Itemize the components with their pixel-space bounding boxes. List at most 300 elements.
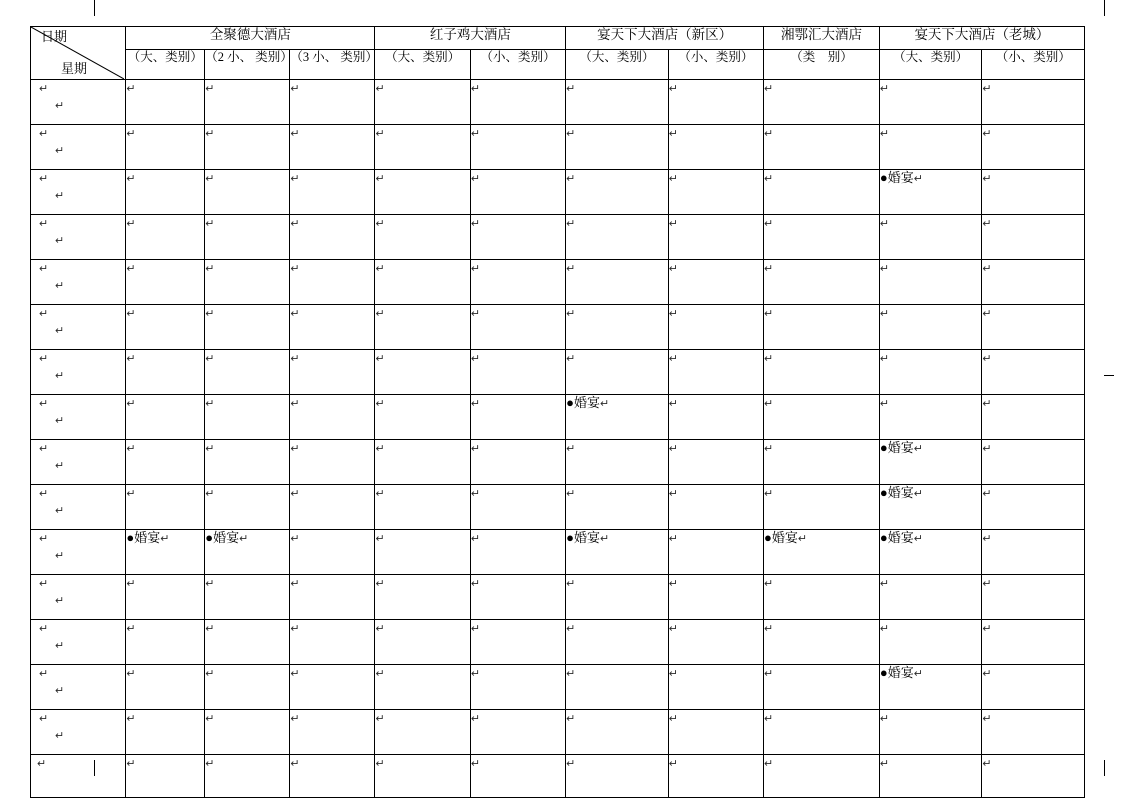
schedule-cell[interactable] bbox=[205, 485, 290, 530]
schedule-cell[interactable] bbox=[764, 260, 880, 305]
schedule-cell[interactable] bbox=[470, 530, 565, 575]
schedule-cell[interactable] bbox=[982, 80, 1085, 125]
schedule-cell[interactable] bbox=[290, 170, 375, 215]
schedule-cell[interactable] bbox=[470, 710, 565, 755]
schedule-cell[interactable] bbox=[879, 350, 982, 395]
subheader-2-0: （大、类别） bbox=[566, 50, 669, 80]
schedule-cell[interactable] bbox=[764, 125, 880, 170]
schedule-cell[interactable] bbox=[764, 350, 880, 395]
paragraph-mark-icon: ↵ bbox=[55, 324, 65, 337]
date-cell[interactable] bbox=[31, 485, 126, 530]
schedule-cell[interactable] bbox=[375, 530, 470, 575]
schedule-cell[interactable] bbox=[982, 575, 1085, 620]
paragraph-mark-icon: ↵ bbox=[470, 443, 481, 455]
date-cell[interactable] bbox=[31, 530, 126, 575]
schedule-cell[interactable] bbox=[290, 620, 375, 665]
schedule-cell[interactable] bbox=[375, 125, 470, 170]
schedule-cell[interactable] bbox=[290, 350, 375, 395]
event-label: ●婚宴 bbox=[764, 530, 798, 545]
table-row bbox=[31, 440, 1085, 485]
table-row bbox=[31, 80, 1085, 125]
schedule-cell[interactable] bbox=[566, 80, 669, 125]
schedule-cell[interactable] bbox=[290, 710, 375, 755]
schedule-cell[interactable] bbox=[126, 260, 205, 305]
schedule-cell[interactable] bbox=[126, 395, 205, 440]
date-cell[interactable] bbox=[31, 755, 126, 798]
schedule-cell[interactable] bbox=[668, 395, 763, 440]
paragraph-mark-icon: ↵ bbox=[375, 623, 385, 635]
venue-header-1: 红子鸡大酒店 bbox=[375, 27, 566, 50]
paragraph-mark-icon: ↵ bbox=[205, 758, 215, 770]
schedule-cell[interactable] bbox=[205, 440, 290, 485]
paragraph-mark-icon: ↵ bbox=[668, 83, 678, 95]
schedule-cell[interactable] bbox=[205, 710, 290, 755]
schedule-cell[interactable] bbox=[375, 395, 470, 440]
schedule-cell[interactable] bbox=[375, 440, 470, 485]
paragraph-mark-icon: ↵ bbox=[290, 263, 300, 275]
date-day-label bbox=[31, 530, 125, 547]
schedule-cell[interactable] bbox=[205, 620, 290, 665]
paragraph-mark-icon: ↵ bbox=[470, 488, 481, 500]
schedule-cell[interactable] bbox=[290, 665, 375, 710]
schedule-cell[interactable] bbox=[764, 80, 880, 125]
schedule-cell[interactable] bbox=[668, 485, 763, 530]
date-cell[interactable] bbox=[31, 80, 126, 125]
schedule-cell[interactable] bbox=[668, 665, 763, 710]
paragraph-mark-icon: ↵ bbox=[39, 578, 49, 590]
schedule-cell[interactable] bbox=[982, 350, 1085, 395]
paragraph-mark-icon: ↵ bbox=[55, 369, 65, 382]
schedule-cell[interactable] bbox=[126, 170, 205, 215]
table-header bbox=[31, 27, 1085, 80]
paragraph-mark-icon: ↵ bbox=[239, 533, 249, 545]
paragraph-mark-icon: ↵ bbox=[55, 594, 65, 607]
paragraph-mark-icon: ↵ bbox=[205, 443, 215, 455]
schedule-cell[interactable] bbox=[470, 125, 565, 170]
paragraph-mark-icon: ↵ bbox=[764, 398, 774, 410]
date-weekday-label bbox=[31, 502, 125, 519]
schedule-cell[interactable] bbox=[290, 260, 375, 305]
schedule-cell[interactable] bbox=[470, 260, 565, 305]
table-row bbox=[31, 710, 1085, 755]
schedule-cell[interactable] bbox=[668, 170, 763, 215]
paragraph-mark-icon: ↵ bbox=[375, 713, 385, 725]
schedule-cell[interactable] bbox=[290, 395, 375, 440]
schedule-cell[interactable] bbox=[764, 665, 880, 710]
date-cell[interactable] bbox=[31, 125, 126, 170]
date-day-label bbox=[31, 710, 125, 727]
schedule-cell[interactable] bbox=[764, 530, 880, 575]
date-cell[interactable] bbox=[31, 305, 126, 350]
paragraph-mark-icon: ↵ bbox=[126, 713, 136, 725]
schedule-cell[interactable] bbox=[126, 305, 205, 350]
table-row bbox=[31, 215, 1085, 260]
schedule-cell[interactable] bbox=[668, 215, 763, 260]
schedule-cell[interactable] bbox=[879, 620, 982, 665]
paragraph-mark-icon: ↵ bbox=[668, 533, 678, 545]
date-weekday-label bbox=[31, 637, 125, 654]
schedule-cell[interactable] bbox=[764, 215, 880, 260]
schedule-cell[interactable] bbox=[566, 440, 669, 485]
schedule-cell[interactable] bbox=[126, 530, 205, 575]
paragraph-mark-icon: ↵ bbox=[668, 758, 678, 770]
schedule-cell[interactable] bbox=[290, 575, 375, 620]
date-cell[interactable] bbox=[31, 710, 126, 755]
date-cell[interactable] bbox=[31, 395, 126, 440]
schedule-cell[interactable] bbox=[375, 350, 470, 395]
paragraph-mark-icon: ↵ bbox=[37, 758, 47, 770]
date-day-label bbox=[31, 620, 125, 637]
subheader-4-1: （小、类别） bbox=[982, 50, 1085, 80]
schedule-cell[interactable] bbox=[879, 710, 982, 755]
date-weekday-label bbox=[31, 187, 125, 204]
schedule-cell[interactable] bbox=[290, 440, 375, 485]
date-cell[interactable] bbox=[31, 620, 126, 665]
schedule-cell[interactable] bbox=[764, 710, 880, 755]
schedule-cell[interactable] bbox=[126, 485, 205, 530]
schedule-cell[interactable] bbox=[126, 620, 205, 665]
schedule-cell[interactable] bbox=[879, 215, 982, 260]
paragraph-mark-icon: ↵ bbox=[470, 173, 481, 185]
paragraph-mark-icon: ↵ bbox=[290, 83, 300, 95]
schedule-cell[interactable] bbox=[470, 440, 565, 485]
paragraph-mark-icon: ↵ bbox=[126, 443, 136, 455]
paragraph-mark-icon: ↵ bbox=[55, 234, 65, 247]
paragraph-mark-icon: ↵ bbox=[913, 443, 923, 455]
schedule-cell[interactable] bbox=[764, 305, 880, 350]
paragraph-mark-icon: ↵ bbox=[39, 623, 49, 635]
schedule-cell[interactable] bbox=[879, 125, 982, 170]
schedule-cell[interactable] bbox=[879, 395, 982, 440]
schedule-cell[interactable] bbox=[375, 575, 470, 620]
event-label: ●婚宴 bbox=[879, 440, 914, 455]
paragraph-mark-icon: ↵ bbox=[470, 128, 481, 140]
schedule-cell[interactable] bbox=[982, 170, 1085, 215]
paragraph-mark-icon: ↵ bbox=[205, 308, 215, 320]
schedule-cell[interactable] bbox=[126, 575, 205, 620]
schedule-cell[interactable] bbox=[982, 215, 1085, 260]
schedule-cell[interactable] bbox=[566, 665, 669, 710]
schedule-cell[interactable] bbox=[668, 350, 763, 395]
paragraph-mark-icon: ↵ bbox=[668, 578, 678, 590]
schedule-cell[interactable] bbox=[668, 575, 763, 620]
paragraph-mark-icon: ↵ bbox=[205, 83, 215, 95]
schedule-cell[interactable] bbox=[668, 125, 763, 170]
schedule-cell[interactable] bbox=[982, 395, 1085, 440]
schedule-cell[interactable] bbox=[879, 530, 982, 575]
schedule-cell[interactable] bbox=[375, 215, 470, 260]
schedule-cell[interactable] bbox=[982, 665, 1085, 710]
schedule-cell[interactable] bbox=[982, 440, 1085, 485]
date-cell[interactable] bbox=[31, 215, 126, 260]
schedule-cell[interactable] bbox=[205, 215, 290, 260]
schedule-cell[interactable] bbox=[668, 755, 763, 798]
paragraph-mark-icon: ↵ bbox=[205, 623, 215, 635]
corner-date-label: 日期 bbox=[41, 29, 68, 44]
paragraph-mark-icon: ↵ bbox=[39, 398, 49, 410]
subheader-4-0: （大、类别） bbox=[879, 50, 982, 80]
schedule-cell[interactable] bbox=[470, 215, 565, 260]
paragraph-mark-icon: ↵ bbox=[982, 488, 992, 500]
paragraph-mark-icon: ↵ bbox=[668, 353, 678, 365]
paragraph-mark-icon: ↵ bbox=[126, 83, 136, 95]
schedule-cell[interactable] bbox=[375, 260, 470, 305]
schedule-cell[interactable] bbox=[982, 485, 1085, 530]
paragraph-mark-icon: ↵ bbox=[375, 263, 385, 275]
schedule-cell[interactable] bbox=[126, 710, 205, 755]
paragraph-mark-icon: ↵ bbox=[160, 533, 170, 545]
schedule-cell[interactable] bbox=[566, 530, 669, 575]
schedule-cell[interactable] bbox=[205, 170, 290, 215]
schedule-cell[interactable] bbox=[290, 755, 375, 798]
event-label: ●婚宴 bbox=[205, 530, 240, 545]
schedule-cell[interactable] bbox=[205, 395, 290, 440]
schedule-cell[interactable] bbox=[668, 80, 763, 125]
event-label: ●婚宴 bbox=[566, 530, 601, 545]
paragraph-mark-icon: ↵ bbox=[982, 353, 992, 365]
schedule-cell[interactable] bbox=[290, 125, 375, 170]
paragraph-mark-icon: ↵ bbox=[55, 729, 65, 742]
paragraph-mark-icon: ↵ bbox=[290, 443, 300, 455]
paragraph-mark-icon: ↵ bbox=[566, 713, 576, 725]
schedule-cell[interactable] bbox=[375, 80, 470, 125]
schedule-cell[interactable] bbox=[290, 215, 375, 260]
paragraph-mark-icon: ↵ bbox=[764, 263, 774, 275]
schedule-cell[interactable] bbox=[982, 260, 1085, 305]
schedule-cell[interactable] bbox=[982, 530, 1085, 575]
schedule-cell[interactable] bbox=[668, 620, 763, 665]
schedule-cell[interactable] bbox=[290, 305, 375, 350]
paragraph-mark-icon: ↵ bbox=[55, 144, 65, 157]
schedule-cell[interactable] bbox=[982, 305, 1085, 350]
schedule-cell[interactable] bbox=[470, 575, 565, 620]
paragraph-mark-icon: ↵ bbox=[375, 308, 385, 320]
date-weekday-label bbox=[31, 97, 125, 114]
paragraph-mark-icon: ↵ bbox=[205, 128, 215, 140]
schedule-cell[interactable] bbox=[470, 350, 565, 395]
paragraph-mark-icon: ↵ bbox=[205, 713, 215, 725]
corner-week-label: 星期 bbox=[61, 60, 88, 76]
schedule-cell[interactable] bbox=[566, 260, 669, 305]
schedule-cell[interactable] bbox=[982, 710, 1085, 755]
schedule-cell[interactable] bbox=[126, 80, 205, 125]
date-cell[interactable] bbox=[31, 350, 126, 395]
schedule-cell[interactable] bbox=[566, 215, 669, 260]
subheader-3-0: （类 别） bbox=[764, 50, 880, 80]
schedule-cell[interactable] bbox=[205, 80, 290, 125]
schedule-cell[interactable] bbox=[205, 575, 290, 620]
date-day-label bbox=[31, 350, 125, 367]
schedule-cell[interactable] bbox=[764, 575, 880, 620]
date-day-label bbox=[31, 80, 125, 97]
schedule-cell[interactable] bbox=[879, 305, 982, 350]
event-label: ●婚宴 bbox=[879, 530, 914, 545]
schedule-cell[interactable] bbox=[375, 710, 470, 755]
paragraph-mark-icon: ↵ bbox=[566, 353, 576, 365]
paragraph-mark-icon: ↵ bbox=[290, 218, 300, 230]
schedule-cell[interactable] bbox=[566, 755, 669, 798]
paragraph-mark-icon: ↵ bbox=[982, 263, 992, 275]
schedule-cell[interactable] bbox=[879, 485, 982, 530]
schedule-cell[interactable] bbox=[470, 485, 565, 530]
paragraph-mark-icon: ↵ bbox=[375, 218, 385, 230]
schedule-cell[interactable] bbox=[764, 755, 880, 798]
paragraph-mark-icon: ↵ bbox=[982, 128, 992, 140]
paragraph-mark-icon: ↵ bbox=[566, 308, 576, 320]
schedule-cell[interactable] bbox=[668, 305, 763, 350]
schedule-cell[interactable] bbox=[668, 710, 763, 755]
paragraph-mark-icon: ↵ bbox=[39, 443, 49, 455]
schedule-cell[interactable] bbox=[126, 440, 205, 485]
paragraph-mark-icon: ↵ bbox=[913, 173, 923, 185]
subheader-0-1: （2 小、 类别） bbox=[205, 50, 290, 80]
schedule-cell[interactable] bbox=[668, 440, 763, 485]
schedule-cell[interactable] bbox=[470, 80, 565, 125]
page-boundary-mark bbox=[1104, 760, 1105, 776]
paragraph-mark-icon: ↵ bbox=[764, 128, 774, 140]
schedule-cell[interactable] bbox=[375, 485, 470, 530]
schedule-cell[interactable] bbox=[205, 755, 290, 798]
schedule-cell[interactable] bbox=[205, 530, 290, 575]
schedule-cell[interactable] bbox=[375, 305, 470, 350]
schedule-cell[interactable] bbox=[764, 395, 880, 440]
schedule-cell[interactable] bbox=[879, 440, 982, 485]
date-cell[interactable] bbox=[31, 575, 126, 620]
table-row bbox=[31, 395, 1085, 440]
schedule-cell[interactable] bbox=[764, 440, 880, 485]
date-weekday-label bbox=[31, 457, 125, 474]
paragraph-mark-icon: ↵ bbox=[668, 218, 678, 230]
paragraph-mark-icon: ↵ bbox=[126, 128, 136, 140]
schedule-cell[interactable] bbox=[879, 575, 982, 620]
schedule-cell[interactable] bbox=[982, 620, 1085, 665]
paragraph-mark-icon: ↵ bbox=[290, 623, 300, 635]
date-day-label bbox=[31, 125, 125, 142]
schedule-cell[interactable] bbox=[126, 125, 205, 170]
schedule-cell[interactable] bbox=[668, 530, 763, 575]
schedule-cell[interactable] bbox=[205, 305, 290, 350]
paragraph-mark-icon: ↵ bbox=[879, 218, 890, 230]
paragraph-mark-icon: ↵ bbox=[470, 578, 481, 590]
paragraph-mark-icon: ↵ bbox=[566, 83, 576, 95]
paragraph-mark-icon: ↵ bbox=[879, 83, 890, 95]
paragraph-mark-icon: ↵ bbox=[764, 668, 774, 680]
venue-header-0: 全聚德大酒店 bbox=[126, 27, 375, 50]
paragraph-mark-icon: ↵ bbox=[982, 533, 992, 545]
schedule-cell[interactable] bbox=[566, 620, 669, 665]
schedule-cell[interactable] bbox=[470, 620, 565, 665]
date-day-label bbox=[31, 215, 125, 232]
paragraph-mark-icon: ↵ bbox=[290, 353, 300, 365]
paragraph-mark-icon: ↵ bbox=[39, 128, 49, 140]
schedule-cell[interactable] bbox=[566, 575, 669, 620]
schedule-cell[interactable] bbox=[879, 170, 982, 215]
paragraph-mark-icon: ↵ bbox=[566, 578, 576, 590]
page-boundary-mark bbox=[1104, 375, 1114, 376]
schedule-cell[interactable] bbox=[566, 350, 669, 395]
schedule-cell[interactable] bbox=[375, 755, 470, 798]
schedule-cell[interactable] bbox=[470, 305, 565, 350]
paragraph-mark-icon: ↵ bbox=[764, 218, 774, 230]
paragraph-mark-icon: ↵ bbox=[55, 189, 65, 202]
schedule-cell[interactable] bbox=[470, 395, 565, 440]
date-cell[interactable] bbox=[31, 440, 126, 485]
paragraph-mark-icon: ↵ bbox=[879, 713, 890, 725]
schedule-cell[interactable] bbox=[126, 350, 205, 395]
paragraph-mark-icon: ↵ bbox=[470, 398, 481, 410]
paragraph-mark-icon: ↵ bbox=[205, 218, 215, 230]
schedule-cell[interactable] bbox=[764, 485, 880, 530]
table-body bbox=[31, 80, 1085, 798]
schedule-cell[interactable] bbox=[126, 665, 205, 710]
paragraph-mark-icon: ↵ bbox=[205, 578, 215, 590]
paragraph-mark-icon: ↵ bbox=[566, 128, 576, 140]
schedule-cell[interactable] bbox=[205, 260, 290, 305]
schedule-cell[interactable] bbox=[982, 755, 1085, 798]
paragraph-mark-icon: ↵ bbox=[566, 443, 576, 455]
paragraph-mark-icon: ↵ bbox=[982, 398, 992, 410]
schedule-cell[interactable] bbox=[375, 170, 470, 215]
table-row bbox=[31, 170, 1085, 215]
schedule-cell[interactable] bbox=[879, 665, 982, 710]
schedule-cell[interactable] bbox=[566, 395, 669, 440]
schedule-cell[interactable] bbox=[470, 755, 565, 798]
schedule-cell[interactable] bbox=[470, 665, 565, 710]
paragraph-mark-icon: ↵ bbox=[566, 488, 576, 500]
date-weekday-label bbox=[31, 727, 125, 744]
venue-header-4: 宴天下大酒店（老城） bbox=[879, 27, 1084, 50]
schedule-cell[interactable] bbox=[290, 530, 375, 575]
paragraph-mark-icon: ↵ bbox=[470, 533, 481, 545]
schedule-cell[interactable] bbox=[982, 125, 1085, 170]
paragraph-mark-icon: ↵ bbox=[126, 398, 136, 410]
schedule-cell[interactable] bbox=[879, 260, 982, 305]
date-cell[interactable] bbox=[31, 665, 126, 710]
paragraph-mark-icon: ↵ bbox=[982, 308, 992, 320]
paragraph-mark-icon: ↵ bbox=[375, 83, 385, 95]
paragraph-mark-icon: ↵ bbox=[764, 623, 774, 635]
date-cell[interactable] bbox=[31, 260, 126, 305]
schedule-cell[interactable] bbox=[566, 485, 669, 530]
schedule-cell[interactable] bbox=[879, 80, 982, 125]
schedule-cell[interactable] bbox=[375, 620, 470, 665]
event-label: ●婚宴 bbox=[126, 530, 161, 545]
schedule-cell[interactable] bbox=[764, 170, 880, 215]
schedule-cell[interactable] bbox=[566, 170, 669, 215]
schedule-cell[interactable] bbox=[566, 125, 669, 170]
schedule-cell[interactable] bbox=[566, 305, 669, 350]
schedule-cell[interactable] bbox=[205, 125, 290, 170]
schedule-cell[interactable] bbox=[879, 755, 982, 798]
schedule-cell[interactable] bbox=[126, 755, 205, 798]
schedule-cell[interactable] bbox=[290, 485, 375, 530]
schedule-cell[interactable] bbox=[205, 665, 290, 710]
paragraph-mark-icon: ↵ bbox=[375, 128, 385, 140]
schedule-cell[interactable] bbox=[290, 80, 375, 125]
schedule-cell[interactable] bbox=[668, 260, 763, 305]
schedule-cell[interactable] bbox=[566, 710, 669, 755]
paragraph-mark-icon: ↵ bbox=[668, 308, 678, 320]
schedule-cell[interactable] bbox=[375, 665, 470, 710]
schedule-cell[interactable] bbox=[126, 215, 205, 260]
header-row-venues bbox=[31, 27, 1085, 50]
schedule-cell[interactable] bbox=[764, 620, 880, 665]
paragraph-mark-icon: ↵ bbox=[764, 758, 774, 770]
schedule-cell[interactable] bbox=[470, 170, 565, 215]
paragraph-mark-icon: ↵ bbox=[470, 308, 481, 320]
schedule-cell[interactable] bbox=[205, 350, 290, 395]
date-cell[interactable] bbox=[31, 170, 126, 215]
